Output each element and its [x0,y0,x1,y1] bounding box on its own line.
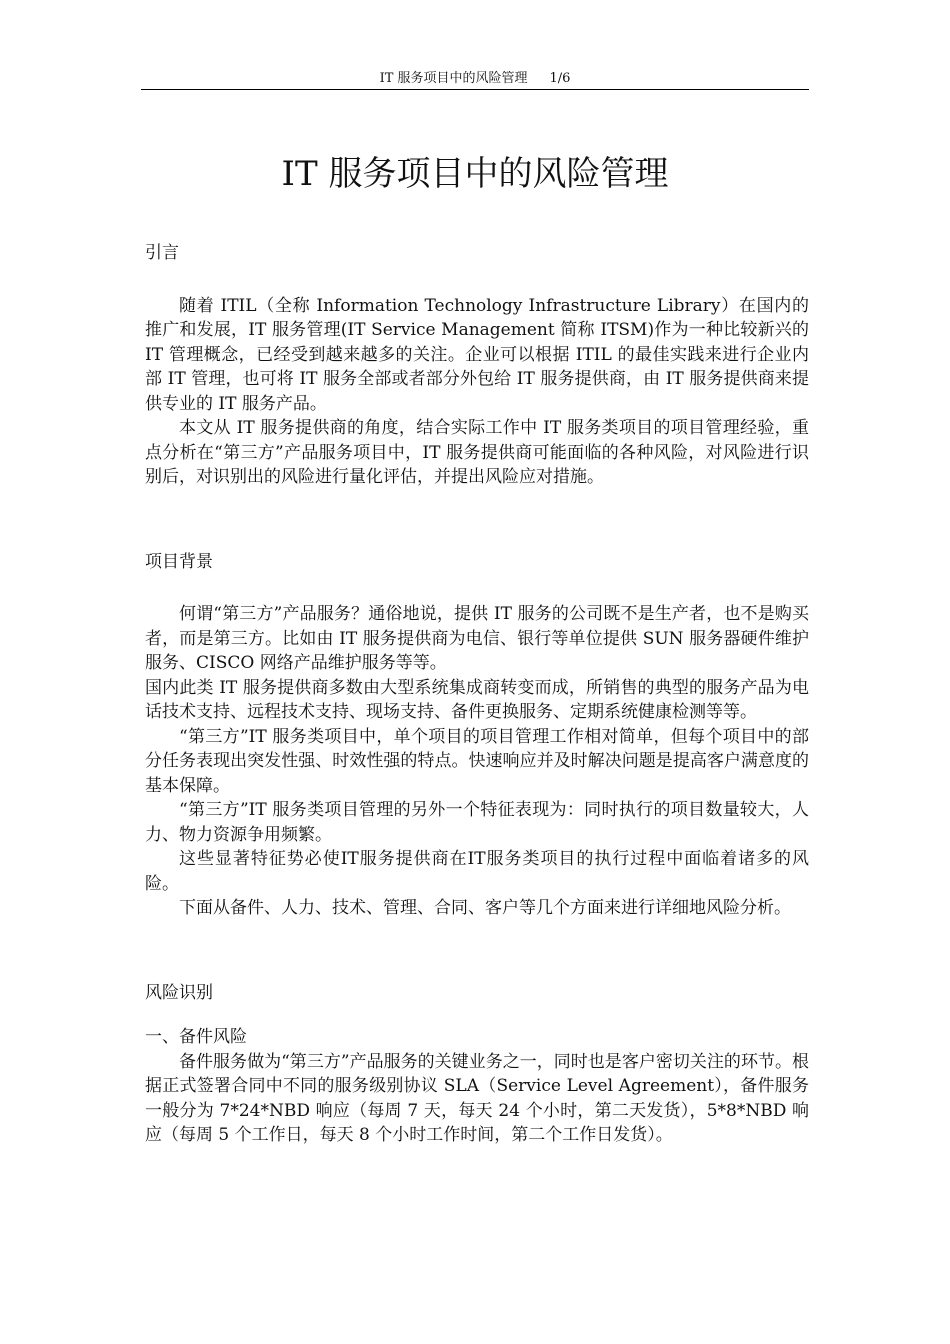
header-rule [141,89,809,90]
header-page-number: 1/6 [549,71,571,86]
section-heading-background: 项目背景 [145,551,213,572]
background-paragraph-1: 何谓“第三方”产品服务？通俗地说，提供 IT 服务的公司既不是生产者，也不是购买者，而是第三方。比如由 IT 服务提供商为电信、银行等单位提供 SUN 服务器硬件维护服务、CISCO 网络产品维护服务等等。 [145,604,809,673]
background-paragraph-2: 国内此类 IT 服务提供商多数由大型系统集成商转变而成，所销售的典型的服务产品为电话技术支持、远程技术支持、现场支持、备件更换服务、定期系统健康检测等等。 [145,677,809,722]
intro-paragraph-2: 本文从 IT 服务提供商的角度，结合实际工作中 IT 服务类项目的项目管理经验，重点分析在“第三方”产品服务项目中，IT 服务提供商可能面临的各种风险，对风险进行识别后，对识别出的风险进行量化评估，并提出风险应对措施。 [145,418,809,487]
risk-paragraph-1: 备件服务做为“第三方”产品服务的关键业务之一，同时也是客户密切关注的环节。根据正式签署合同中不同的服务级别协议 SLA（Service Level Agreement），备件服务一般分为 7*24*NBD 响应（每周 7 天，每天 24 个小时，第二天发货），5*8*NBD 响应（每周 5 个工作日，每天 8 个小时工作时间，第二个工作日发货）。 [145,1051,809,1145]
intro-paragraph-1: 随着 ITIL（全称 Information Technology Infrastructure Library）在国内的推广和发展，IT 服务管理(IT Service Management 简称 ITSM)作为一种比较新兴的 IT 管理概念，已经受到越来越多的关注。企业可以根据 ITIL 的最佳实践来进行企业内部 IT 管理，也可将 IT 服务全部或者部分外包给 IT 服务提供商，由 IT 服务提供商来提供专业的 IT 服务产品。 [145,295,809,414]
document-body [145,241,809,1148]
header-title: IT 服务项目中的风险管理 [379,71,528,86]
document-title: IT 服务项目中的风险管理 [281,154,669,194]
background-paragraph-6: 下面从备件、人力、技术、管理、合同、客户等几个方面来进行详细地风险分析。 [179,898,791,918]
running-header [141,70,809,88]
background-paragraph-3: “第三方”IT 服务类项目中，单个项目的项目管理工作相对简单，但每个项目中的部分任务表现出突发性强、时效性强的特点。快速响应并及时解决问题是提高客户满意度的基本保障。 [145,726,809,796]
background-paragraph-5: 这些显著特征势必使IT服务提供商在IT服务类项目的执行过程中面临着诸多的风险。 [145,849,809,894]
background-paragraph-4: “第三方”IT 服务类项目管理的另外一个特征表现为：同时执行的项目数量较大，人力、物力资源争用频繁。 [145,800,809,845]
section-heading-intro: 引言 [145,243,179,263]
subsection-heading-spare-parts: 一、备件风险 [145,1027,247,1047]
section-heading-risk: 风险识别 [145,982,213,1003]
